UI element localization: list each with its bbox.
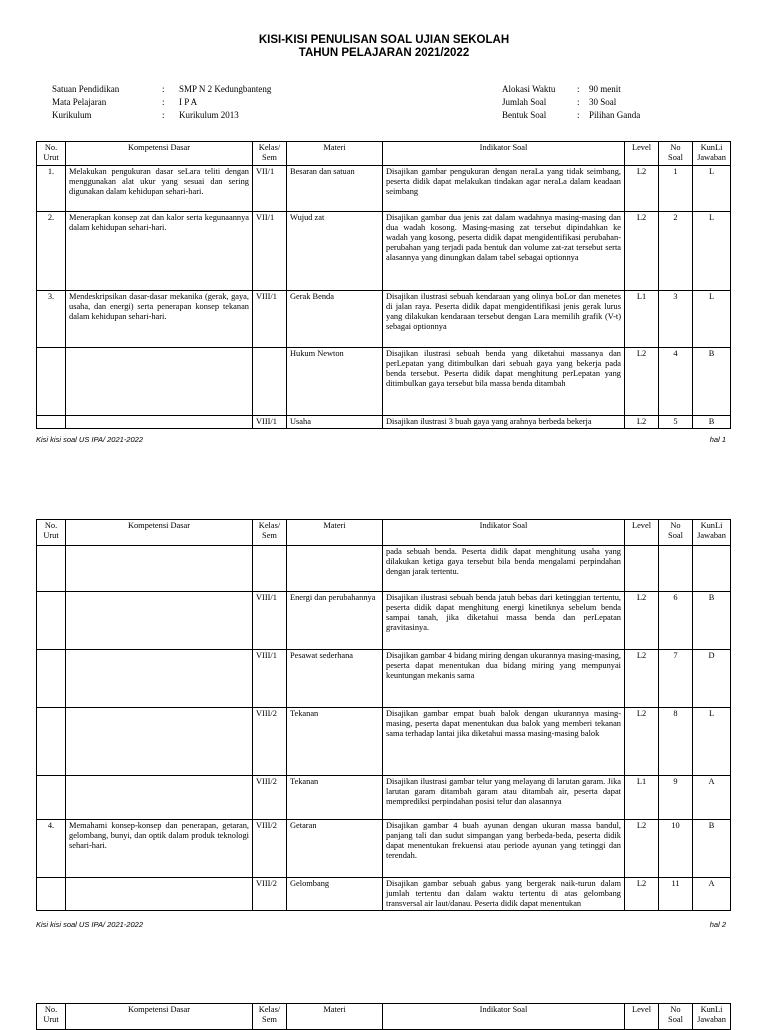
header-kunci: KunLi Jawaban <box>693 142 731 166</box>
cell-indikator: pada sebuah benda. Peserta didik dapat menghitung usaha yang dilakukan ketiga gaya tersebut bila benda mengalami perpindahan dengan jarak tertentu. <box>383 546 625 592</box>
cell-materi: Tekanan <box>287 776 383 820</box>
cell-level: L1 <box>625 291 659 348</box>
document-title <box>0 34 768 60</box>
cell-kunci: L <box>693 291 731 348</box>
cell-kunci: B <box>693 820 731 878</box>
table-header-row <box>37 142 731 166</box>
cell-kelas: VIII/2 <box>253 708 287 776</box>
info-colon: : <box>577 110 580 120</box>
header-no: No. Urut <box>37 520 66 546</box>
cell-indikator: Disajikan gambar 4 buah ayunan dengan ukuran massa bandul, panjang tali dan sudut simpangan yang berbeda-beda, peserta didik dapat menentukan frekuensi atau periode ayunan yang tetinggi dan terendah. <box>383 820 625 878</box>
cell-materi: Getaran <box>287 820 383 878</box>
header-kelas: Kelas/ Sem <box>253 520 287 546</box>
table-row <box>37 348 731 416</box>
cell-kelas <box>253 546 287 592</box>
cell-kompetensi <box>66 546 253 592</box>
cell-no-soal: 10 <box>659 820 693 878</box>
cell-no-soal: 8 <box>659 708 693 776</box>
info-label: Alokasi Waktu <box>502 84 556 94</box>
info-colon: : <box>162 97 165 107</box>
cell-no: 2. <box>37 212 66 291</box>
cell-materi <box>287 546 383 592</box>
info-right <box>502 83 722 122</box>
cell-no: 1. <box>37 166 66 212</box>
info-row <box>502 96 722 109</box>
cell-no-soal: 7 <box>659 650 693 708</box>
header-no-soal: No Soal <box>659 520 693 546</box>
title-line-1: KISI-KISI PENULISAN SOAL UJIAN SEKOLAH <box>258 34 510 46</box>
cell-level: L2 <box>625 348 659 416</box>
header-materi: Materi <box>287 520 383 546</box>
kisi-table-page-2 <box>36 519 731 911</box>
cell-no-soal: 5 <box>659 416 693 429</box>
info-colon: : <box>577 97 580 107</box>
header-kelas: Kelas/ Sem <box>253 1004 287 1030</box>
table-header-row <box>37 520 731 546</box>
cell-level: L1 <box>625 776 659 820</box>
table-row <box>37 212 731 291</box>
cell-no-soal: 6 <box>659 592 693 650</box>
cell-level: L2 <box>625 212 659 291</box>
cell-kunci: L <box>693 166 731 212</box>
cell-kompetensi <box>66 878 253 911</box>
cell-kelas: VII/1 <box>253 166 287 212</box>
cell-no <box>37 546 66 592</box>
cell-materi: Pesawat sederhana <box>287 650 383 708</box>
cell-kompetensi: Melakukan pengukuran dasar seLara teliti dengan menggunakan alat ukur yang sesuai dan sering digunakan dalam kehidupan sehari-hari. <box>66 166 253 212</box>
cell-kompetensi: Memahami konsep-konsep dan penerapan, getaran, gelombang, bunyi, dan optik dalam produk teknologi sehari-hari. <box>66 820 253 878</box>
cell-no <box>37 878 66 911</box>
cell-level: L2 <box>625 708 659 776</box>
cell-kompetensi <box>66 650 253 708</box>
cell-materi: Gerak Benda <box>287 291 383 348</box>
cell-no <box>37 348 66 416</box>
cell-indikator: Disajikan gambar sebuah gabus yang bergerak naik-turun dalam jumlah tertentu dan dalam waktu tertentu di atas gelombang transversal air laut/danau. Peserta didik dapat menentukan <box>383 878 625 911</box>
header-materi: Materi <box>287 1004 383 1030</box>
cell-no-soal: 2 <box>659 212 693 291</box>
table-row <box>37 708 731 776</box>
cell-indikator: Disajikan gambar empat buah balok dengan ukurannya masing-masing, peserta dapat menentukan dua balok yang memberi tekanan sama terhadap lantai jika diketahui massa masing-masing balok <box>383 708 625 776</box>
cell-level: L2 <box>625 416 659 429</box>
cell-no-soal: 11 <box>659 878 693 911</box>
info-colon: : <box>162 110 165 120</box>
header-indikator: Indikator Soal <box>383 1004 625 1030</box>
header-level: Level <box>625 520 659 546</box>
cell-no-soal: 4 <box>659 348 693 416</box>
cell-level: L2 <box>625 650 659 708</box>
info-value: Kurikulum 2013 <box>179 110 239 120</box>
header-kunci: KunLi Jawaban <box>693 520 731 546</box>
info-colon: : <box>577 84 580 94</box>
cell-no-soal: 9 <box>659 776 693 820</box>
info-label: Mata Pelajaran <box>52 97 107 107</box>
footer-page-number: hal 1 <box>709 435 726 444</box>
table-row <box>37 650 731 708</box>
cell-kompetensi <box>66 708 253 776</box>
header-kompetensi-dasar: Kompetensi Dasar <box>66 1004 253 1030</box>
header-no-soal: No Soal <box>659 142 693 166</box>
cell-kelas: VIII/2 <box>253 820 287 878</box>
cell-no <box>37 776 66 820</box>
info-label: Jumlah Soal <box>502 97 547 107</box>
table-row <box>37 291 731 348</box>
header-level: Level <box>625 142 659 166</box>
info-label: Satuan Pendidikan <box>52 84 120 94</box>
info-row <box>502 83 722 96</box>
table-row <box>37 776 731 820</box>
header-level: Level <box>625 1004 659 1030</box>
footer-left: Kisi kisi soal US IPA/ 2021-2022 <box>36 435 143 444</box>
cell-no-soal: 3 <box>659 291 693 348</box>
info-label: Bentuk Soal <box>502 110 547 120</box>
header-materi: Materi <box>287 142 383 166</box>
cell-materi: Wujud zat <box>287 212 383 291</box>
cell-no: 3. <box>37 291 66 348</box>
cell-materi: Usaha <box>287 416 383 429</box>
cell-kelas: VIII/2 <box>253 878 287 911</box>
cell-kunci <box>693 546 731 592</box>
cell-materi: Hukum Newton <box>287 348 383 416</box>
info-colon: : <box>162 84 165 94</box>
cell-no-soal: 1 <box>659 166 693 212</box>
table-row <box>37 820 731 878</box>
info-row <box>52 109 312 122</box>
cell-kelas: VIII/1 <box>253 291 287 348</box>
header-kompetensi-dasar: Kompetensi Dasar <box>66 520 253 546</box>
cell-kunci: B <box>693 592 731 650</box>
cell-kunci: D <box>693 650 731 708</box>
cell-no-soal <box>659 546 693 592</box>
cell-no <box>37 592 66 650</box>
cell-kompetensi <box>66 592 253 650</box>
cell-indikator: Disajikan gambar dua jenis zat dalam wadahnya masing-masing dan dua wadah kosong. Masing-masing zat tersebut dipindahkan ke wadah yang kosong, peserta didik dapat mengidentifikasi perubahan-perubahan yang terjadi pada bentuk dan volume zat-zat tersebut serta alasannya yang dinungkan dalam tabel sebagai optionnya <box>383 212 625 291</box>
info-value: 30 Soal <box>589 97 617 107</box>
cell-materi: Besaran dan satuan <box>287 166 383 212</box>
cell-level: L2 <box>625 592 659 650</box>
cell-kelas: VIII/1 <box>253 416 287 429</box>
footer-left: Kisi kisi soal US IPA/ 2021-2022 <box>36 920 143 929</box>
cell-indikator: Disajikan ilustrasi gambar telur yang melayang di larutan garam. Jika larutan garam ditambah garam atau ditambah air, peserta dapat memprediksi perpindahan posisi telur dan alasannya <box>383 776 625 820</box>
cell-kunci: A <box>693 776 731 820</box>
info-left <box>52 83 312 122</box>
cell-no <box>37 416 66 429</box>
info-value: 90 menit <box>589 84 621 94</box>
cell-materi: Energi dan perubahannya <box>287 592 383 650</box>
cell-kelas: VIII/1 <box>253 592 287 650</box>
table-row <box>37 416 731 429</box>
header-no: No. Urut <box>37 1004 66 1030</box>
cell-kunci: L <box>693 212 731 291</box>
cell-indikator: Disajikan ilustrasi 3 buah gaya yang arahnya berbeda bekerja <box>383 416 625 429</box>
cell-kompetensi: Menerapkan konsep zat dan kalor serta kegunaannya dalam kehidupan sehari-hari. <box>66 212 253 291</box>
table-row <box>37 546 731 592</box>
cell-level: L2 <box>625 820 659 878</box>
cell-kunci: B <box>693 348 731 416</box>
cell-kompetensi <box>66 348 253 416</box>
cell-kunci: L <box>693 708 731 776</box>
cell-no: 4. <box>37 820 66 878</box>
table-row <box>37 166 731 212</box>
cell-indikator: Disajikan gambar 4 bidang miring dengan ukurannya masing-masing, peserta dapat menentukan dua bidang miring yang mempunyai keuntungan mekanis sama <box>383 650 625 708</box>
header-no-soal: No Soal <box>659 1004 693 1030</box>
kisi-table-page-3 <box>36 1003 731 1030</box>
cell-indikator: Disajikan ilustrasi sebuah benda jatuh bebas dari ketinggian tertentu, peserta didik dapat menghitung energi kinetiknya sebelum benda sampai tanah, jika diketahui massa benda dan perLepatan gravitasinya. <box>383 592 625 650</box>
info-row <box>52 83 312 96</box>
info-value: Pilihan Ganda <box>589 110 641 120</box>
cell-level <box>625 546 659 592</box>
cell-no <box>37 650 66 708</box>
header-kelas: Kelas/ Sem <box>253 142 287 166</box>
table-row <box>37 878 731 911</box>
cell-kelas: VIII/2 <box>253 776 287 820</box>
footer-page-number: hal 2 <box>709 920 726 929</box>
cell-no <box>37 708 66 776</box>
cell-kunci: A <box>693 878 731 911</box>
info-value: SMP N 2 Kedungbanteng <box>179 84 272 94</box>
cell-indikator: Disajikan ilustrasi sebuah benda yang diketahui massanya dan perLepatan yang ditimbulkan dari sebuah gaya yang bekerja pada benda tersebut. Peserta didik dapat menghitung perLepatan yang ditimbulkan gaya tersebut bila massa benda ditambah <box>383 348 625 416</box>
cell-kompetensi <box>66 776 253 820</box>
header-indikator: Indikator Soal <box>383 520 625 546</box>
cell-kelas <box>253 348 287 416</box>
cell-kompetensi: Mendeskripsikan dasar-dasar mekanika (gerak, gaya, usaha, dan energi) serta penerapan konsep tekanan dalam kehidupan sehari-hari. <box>66 291 253 348</box>
cell-level: L2 <box>625 166 659 212</box>
cell-materi: Gelombang <box>287 878 383 911</box>
cell-kelas: VII/1 <box>253 212 287 291</box>
title-line-2: TAHUN PELAJARAN 2021/2022 <box>298 47 470 59</box>
info-row <box>502 109 722 122</box>
cell-level: L2 <box>625 878 659 911</box>
cell-kompetensi <box>66 416 253 429</box>
table-header-row <box>37 1004 731 1030</box>
header-indikator: Indikator Soal <box>383 142 625 166</box>
info-label: Kurikulum <box>52 110 92 120</box>
cell-indikator: Disajikan gambar pengukuran dengan neraLa yang tidak seimbang, peserta didik dapat melakukan tindakan agar neraLa dalam keadaan seimbang <box>383 166 625 212</box>
header-no: No. Urut <box>37 142 66 166</box>
cell-kunci: B <box>693 416 731 429</box>
kisi-table-page-1 <box>36 141 731 429</box>
cell-kelas: VIII/1 <box>253 650 287 708</box>
table-row <box>37 592 731 650</box>
cell-indikator: Disajikan ilustrasi sebuah kendaraan yang olinya boLor dan menetes di jalan raya. Peserta didik dapat mengidentifikasi jenis gerak lurus yang dilakukan kendaraan tersebut dengan Lara memilih grafik (V-t) sebagai optionnya <box>383 291 625 348</box>
header-kompetensi-dasar: Kompetensi Dasar <box>66 142 253 166</box>
info-row <box>52 96 312 109</box>
info-value: I P A <box>179 97 198 107</box>
cell-materi: Tekanan <box>287 708 383 776</box>
header-kunci: KunLi Jawaban <box>693 1004 731 1030</box>
